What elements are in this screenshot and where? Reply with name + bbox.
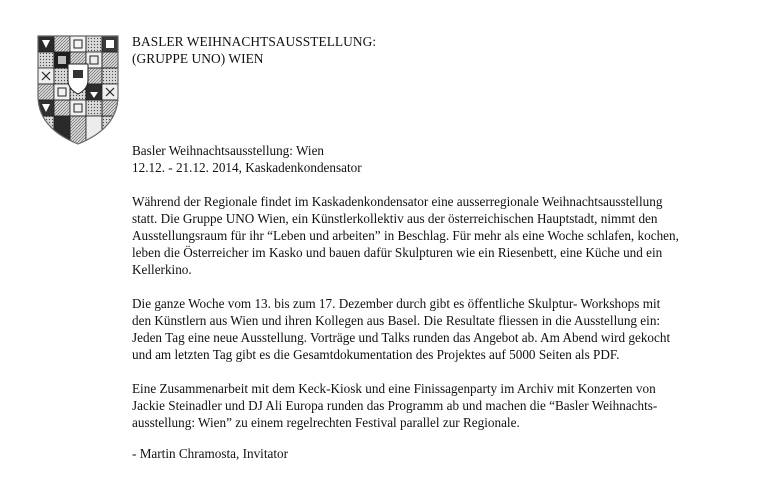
paragraph-line: Während der Regionale findet im Kaskadenkondensator eine ausserregionale Weihnachtsausstellung — [132, 194, 663, 209]
paragraph-line: und am letzten Tag gibt es die Gesamtdokumentation des Projektes auf 5000 Seiten als PDF. — [132, 347, 620, 362]
header-title: BASLER WEIHNACHTSAUSSTELLUNG: — [132, 34, 377, 49]
paragraph-1 — [132, 193, 692, 278]
paragraph-line: Eine Zusammenarbeit mit dem Keck-Kiosk und eine Finissagenparty im Archiv mit Konzerten von — [132, 381, 656, 396]
paragraph-line: Jeden Tag eine neue Ausstellung. Vorträge und Talks runden das Angebot ab. Am Abend wird gekocht — [132, 330, 671, 345]
paragraph-2 — [132, 295, 692, 363]
paragraph-line: den Künstlern aus Wien und ihren Kollegen aus Basel. Die Resultate fliessen in die Ausstellung ein: — [132, 313, 661, 328]
event-title: Basler Weihnachtsausstellung: Wien — [132, 143, 325, 158]
paragraph-line: statt. Die Gruppe UNO Wien, ein Künstlerkollektiv aus der österreichischen Hauptstadt, nimmt den — [132, 211, 658, 226]
spacer — [132, 278, 692, 295]
paragraph-line: Kellerkino. — [132, 262, 192, 277]
page-header — [132, 33, 376, 67]
header-subtitle: (GRUPPE UNO) WIEN — [132, 51, 264, 66]
paragraph-line: Die ganze Woche vom 13. bis zum 17. Dezember durch gibt es öffentliche Skulptur- Workshops mit — [132, 296, 661, 311]
spacer — [132, 363, 692, 380]
coat-of-arms-icon — [36, 34, 120, 146]
signature: - Martin Chramosta, Invitator — [132, 446, 289, 461]
paragraph-line: ausstellung: Wien” zu einem regelrechten Festival parallel zur Regionale. — [132, 415, 520, 430]
paragraph-line: Jackie Steinadler und DJ Ali Europa runden das Programm ab und machen die “Basler Weihnachts- — [132, 398, 658, 413]
event-dates-venue: 12.12. - 21.12. 2014, Kaskadenkondensator — [132, 160, 362, 175]
spacer — [132, 176, 692, 193]
paragraph-3 — [132, 380, 692, 431]
paragraph-line: leben die Österreicher im Kasko und bauen dafür Skulpturen wie ein Riesenbett, eine Küche und ein — [132, 245, 663, 260]
paragraph-line: Ausstellungsraum für ihr “Leben und arbeiten” in Beschlag. Für mehr als eine Woche schlafen, kochen, — [132, 228, 679, 243]
main-content — [132, 142, 692, 431]
